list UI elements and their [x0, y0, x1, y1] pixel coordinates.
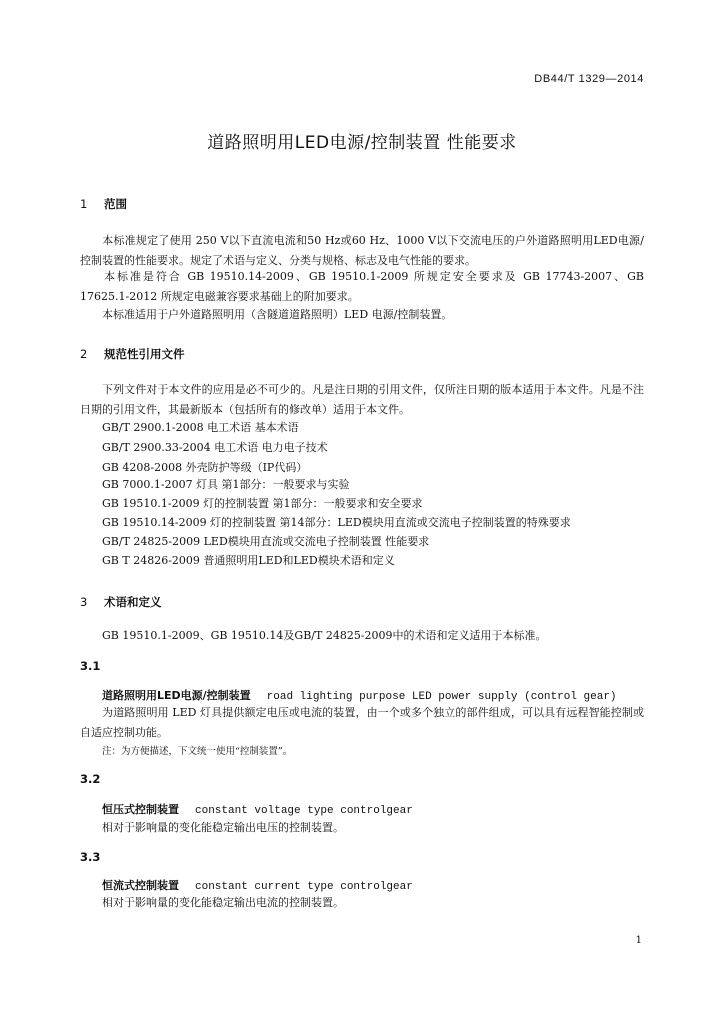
reference-item: GB 7000.1-2007 灯具 第1部分：一般要求与实验: [102, 478, 350, 491]
reference-item: GB 19510.14-2009 灯的控制装置 第14部分：LED模块用直流或交流电子控制装置的特殊要求: [102, 516, 571, 529]
reference-item: GB T 24826-2009 普通照明用LED和LED模块术语和定义: [102, 554, 395, 567]
term-3-2-number: 3.2: [80, 772, 101, 786]
reference-item: GB 19510.1-2009 灯的控制装置 第1部分：一般要求和安全要求: [102, 497, 423, 510]
document-title: 道路照明用LED电源/控制装置 性能要求: [207, 133, 517, 153]
section-2-heading: [80, 346, 185, 362]
section-number: 2: [80, 347, 88, 361]
term-en: road lighting purpose LED power supply (control gear): [266, 691, 617, 703]
section-number: 3: [80, 595, 88, 609]
terms-intro: GB 19510.1-2009、GB 19510.14及GB/T 24825-2009中的术语和定义适用于本标准。: [102, 629, 547, 642]
term-zh: 恒流式控制装置: [102, 879, 179, 892]
term-3-1-number: 3.1: [80, 659, 101, 673]
section-title: 规范性引用文件: [104, 347, 185, 361]
term-3-1-note: 注：为方便描述，下文统一使用“控制装置”。: [102, 746, 293, 757]
term-3-1-definition: 为道路照明用 LED 灯具提供额定电压或电流的装置，由一个或多个独立的部件组成，可以具有远程智能控制或自适应控制功能。: [80, 706, 644, 739]
term-3-2-definition: 相对于影响量的变化能稳定输出电压的控制装置。: [102, 821, 344, 834]
term-3-3-number: 3.3: [80, 850, 101, 864]
page-number: 1: [635, 935, 642, 946]
term-zh: 恒压式控制装置: [102, 803, 179, 816]
term-3-3: [102, 877, 413, 893]
section-title: 术语和定义: [104, 595, 162, 609]
standard-code: DB44/T 1329—2014: [534, 73, 644, 85]
term-en: constant current type controlgear: [195, 881, 413, 893]
reference-item: GB 4208-2008 外壳防护等级（IP代码）: [102, 461, 308, 474]
term-3-2: [102, 801, 413, 817]
section-title: 范围: [104, 197, 127, 211]
references-intro: 下列文件对于本文件的应用是必不可少的。凡是注日期的引用文件，仅所注日期的版本适用于本文件。凡是不注日期的引用文件，其最新版本（包括所有的修改单）适用于本文件。: [80, 383, 644, 416]
term-3-1: [102, 687, 617, 703]
term-en: constant voltage type controlgear: [195, 805, 413, 817]
term-zh: 道路照明用LED电源/控制装置: [102, 689, 251, 702]
scope-paragraph-1: 本标准规定了使用 250 V以下直流电流和50 Hz或60 Hz、1000 V以下交流电压的户外道路照明用LED电源/控制装置的性能要求。规定了术语与定义、分类与规格、标志及电气性能的要求。: [80, 234, 644, 267]
reference-item: GB/T 2900.33-2004 电工术语 电力电子技术: [102, 441, 328, 454]
reference-item: GB/T 24825-2009 LED模块用直流或交流电子控制装置 性能要求: [102, 535, 430, 548]
section-3-heading: [80, 594, 162, 610]
scope-paragraph-2: 本标准是符合 GB 19510.14-2009、GB 19510.1-2009 所规定安全要求及 GB 17743-2007、GB 17625.1-2012 所规定电磁兼容要求基础上的附加要求。: [80, 270, 644, 303]
section-1-heading: [80, 196, 127, 212]
scope-paragraph-3: 本标准适用于户外道路照明用（含隧道道路照明）LED 电源/控制装置。: [102, 308, 453, 321]
section-number: 1: [80, 197, 88, 211]
term-3-3-definition: 相对于影响量的变化能稳定输出电流的控制装置。: [102, 896, 344, 909]
reference-item: GB/T 2900.1-2008 电工术语 基本术语: [102, 421, 299, 434]
